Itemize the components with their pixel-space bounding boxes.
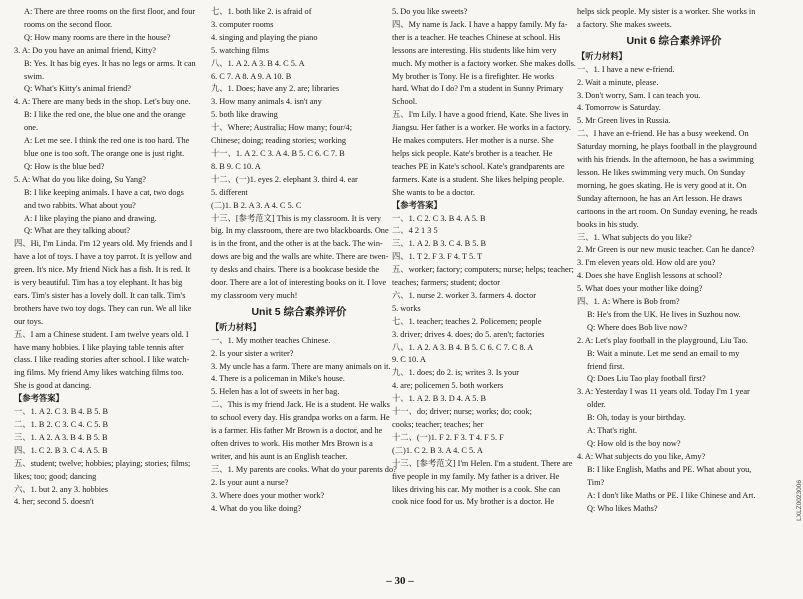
text-line: 3. A: Yesterday I was 11 years old. Today I'm 1 year	[577, 387, 750, 397]
column-3	[392, 6, 576, 572]
column-1	[14, 6, 206, 572]
text-line: 十二、(一)1. eyes 2. elephant 3. third 4. ear	[211, 174, 358, 184]
text-line: 4. A: What subjects do you like, Amy?	[577, 451, 706, 461]
text-line: 2. Mr Green is our new music teacher. Can he dance?	[577, 245, 755, 255]
text-line: 4. What do you like doing?	[211, 503, 302, 513]
text-line: lessons are interesting. His students like him very	[392, 45, 557, 55]
unit-heading: Unit 5 综合素养评价	[251, 305, 347, 318]
text-line: likes; too; good; dancing	[14, 471, 97, 481]
text-line: 5. A: What do you like doing, Su Yang?	[14, 174, 146, 184]
text-line: big. In my classroom, there are two blackboards. One	[211, 226, 389, 236]
text-line: with his friends. In the afternoon, he has a swimming	[577, 155, 754, 165]
text-line: is a farmer. His father Mr Brown is a doctor, and he	[211, 426, 383, 436]
text-line: 五、worker; factory; computers; nurse; helps; teacher;	[392, 265, 574, 275]
text-line: much. My mother is a factory worker. She makes dolls.	[392, 58, 576, 68]
text-line: 四、My name is Jack. I have a happy family. My fa-	[392, 19, 568, 29]
text-line: one.	[24, 123, 39, 133]
text-line: 5. watching films	[211, 45, 269, 55]
text-line: cook nice food for us. My brother is a doctor. He	[392, 497, 555, 507]
text-line: 4. There is a policeman in Mike's house.	[211, 374, 345, 384]
text-line: rooms on the second floor.	[24, 19, 113, 29]
text-line: 2. Is your sister a writer?	[211, 348, 294, 358]
section-heading: 【听力材料】	[211, 322, 261, 332]
text-line: 3. My uncle has a farm. There are many animals on it.	[211, 361, 391, 371]
section-heading: 【参考答案】	[14, 394, 64, 404]
text-line: 三、1. A 2. A 3. B 4. B 5. B	[14, 432, 108, 442]
text-line: 五、student; twelve; hobbies; playing; stories; films;	[14, 458, 191, 468]
text-line: 四、Hi, I'm Linda. I'm 12 years old. My friends and I	[14, 239, 193, 249]
text-line: 5. What does your mother like doing?	[577, 284, 703, 294]
text-line: 九、1. does; do 2. is; writes 3. Is your	[392, 368, 519, 378]
text-line: 十、1. A 2. B 3. D 4. A 5. B	[392, 394, 487, 404]
text-line: Saturday morning, he plays football in the playground	[577, 142, 757, 152]
text-line: 五、I am a Chinese student. I am twelve years old. I	[14, 329, 189, 339]
text-line: friend first.	[587, 361, 625, 371]
text-line: writer, and his aunt is an English teacher.	[211, 451, 348, 461]
text-line: Q: How many rooms are there in the house?	[24, 32, 171, 42]
text-line: class. I like reading stories after school. I like watch-	[14, 355, 190, 365]
text-line: 5. different	[211, 187, 248, 197]
text-line: 2. Is your aunt a nurse?	[211, 477, 289, 487]
text-line: Q: Where does Bob live now?	[587, 322, 688, 332]
text-line: farmers. Kate is a student. She likes helping people.	[392, 174, 565, 184]
text-line: helps sick people. Kate's brother is a teacher. He	[392, 148, 553, 158]
text-line: Q: Who likes Maths?	[587, 503, 658, 513]
text-line: He makes computers. Her mother is a nurse. She	[392, 136, 554, 146]
text-line: swim.	[24, 71, 45, 81]
text-line: She is good at dancing.	[14, 381, 92, 391]
text-line: 2. A: Let's play football in the playground, Liu Tao.	[577, 335, 748, 345]
text-line: 5. Mr Green lives in Russia.	[577, 116, 671, 126]
text-line: 3. How many animals 4. isn't any	[211, 97, 322, 107]
text-line: 4. singing and playing the piano	[211, 32, 318, 42]
text-line: 八、1. A 2. A 3. B 4. C 5. A	[211, 58, 305, 68]
page-number: – 30 –	[386, 575, 414, 587]
text-line: 四、1. A: Where is Bob from?	[577, 297, 680, 307]
column-2	[211, 6, 397, 572]
text-line: 8. B 9. C 10. A	[211, 161, 261, 171]
text-line: 八、1. A 2. A 3. B 4. B 5. C 6. C 7. C 8. A	[392, 342, 534, 352]
text-line: 五、I'm Lily. I have a good friend, Kate. She lives in	[392, 110, 569, 120]
text-line: 二、1. B 2. C 3. C 4. C 5. B	[14, 420, 109, 429]
text-line: School.	[392, 97, 418, 107]
text-line: cartoons in the art room. On Sunday evening, he reads	[577, 206, 758, 216]
text-line: is very beautiful. Tim has a toy elephant. It has big	[14, 278, 183, 288]
text-line: 4. are; policemen 5. both workers	[392, 381, 504, 391]
text-line: 4. A: There are many beds in the shop. Let's buy one.	[14, 97, 191, 107]
text-line: 十三、[参考范文] This is my classroom. It is very	[211, 213, 382, 223]
text-line: 2. Wait a minute, please.	[577, 77, 659, 87]
text-line: 4. Does she have English lessons at school?	[577, 271, 723, 281]
text-line: 3. Don't worry, Sam. I can teach you.	[577, 90, 701, 100]
text-line: Q: How old is the boy now?	[587, 439, 681, 448]
text-line: have a lot of toys. I have a toy parrot. It is yellow and	[14, 252, 192, 262]
text-line: and two rabbits. What about you?	[24, 200, 136, 210]
text-line: 七、1. both like 2. is afraid of	[211, 7, 312, 16]
unit-heading: Unit 6 综合素养评价	[626, 34, 722, 47]
text-line: 九、1. Does; have any 2. are; libraries	[211, 84, 340, 94]
text-line: 三、1. My parents are cooks. What do your parents do?	[211, 464, 397, 474]
text-line: 3. I'm eleven years old. How old are you?	[577, 258, 716, 268]
text-line: 十、Where; Australia; How many; four/4;	[211, 123, 353, 133]
text-line: A: I don't like Maths or PE. I like Chinese and Art.	[587, 490, 756, 500]
section-heading: 【听力材料】	[577, 51, 627, 61]
text-line: have many hobbies. I like playing table tennis after	[14, 342, 184, 352]
text-line: 4. Tomorrow is Saturday.	[577, 103, 661, 113]
text-line: helps sick people. My sister is a worker. She works in	[577, 7, 756, 16]
text-line: Tim?	[587, 477, 605, 487]
text-line: 3. Where does your mother work?	[211, 490, 325, 500]
text-line: books in his study.	[577, 219, 639, 229]
text-line: ears. Tim's sister has a lovely doll. It can talk. Tim's	[14, 290, 186, 300]
text-line: 七、1. teacher; teaches 2. Policemen; people	[392, 316, 542, 326]
text-line: dows are big and the walls are white. There are twen-	[211, 252, 389, 262]
text-line: Sunday afternoon, he has an Art lesson. He draws	[577, 193, 742, 203]
text-line: 六、1. but 2. any 3. hobbies	[14, 484, 109, 494]
text-line: 六、1. nurse 2. worker 3. farmers 4. doctor	[392, 290, 537, 300]
text-line: 十一、1. A 2. C 3. A 4. B 5. C 6. C 7. B	[211, 148, 345, 158]
text-line: Q: What are they talking about?	[24, 226, 131, 236]
text-line: five people in my family. My father is a driver. He	[392, 471, 560, 481]
text-line: A: That's right.	[587, 426, 637, 436]
text-line: 十一、do; driver; nurse; works; do; cook;	[392, 407, 532, 417]
text-line: teaches; farmers; student; doctor	[392, 278, 501, 288]
text-line: Q: What's Kitty's animal friend?	[24, 84, 131, 94]
text-line: B: Wait a minute. Let me send an email to my	[587, 348, 740, 358]
text-line: a factory. She makes sweets.	[577, 19, 672, 29]
text-line: B: I like the red one, the blue one and the orange	[24, 110, 186, 120]
text-line: our toys.	[14, 316, 44, 326]
text-line: Q: Does Liu Tao play football first?	[587, 374, 706, 384]
text-line: 一、1. A 2. C 3. B 4. B 5. B	[14, 407, 109, 417]
text-line: My brother is Tony. He is a firefighter. He works	[392, 71, 555, 81]
text-line: Chinese; doing; reading stories; working	[211, 136, 347, 146]
text-line: B: I like English, Maths and PE. What about you,	[587, 464, 752, 474]
side-code: LXLZ0023006	[796, 480, 803, 521]
text-line: B: I like keeping animals. I have a cat, two dogs	[24, 187, 184, 197]
text-line: teaches PE in Kate's school. Kate's grandparents are	[392, 161, 565, 171]
text-line: lesson. He likes swimming very much. On Sunday	[577, 167, 745, 177]
text-line: 6. C 7. A 8. A 9. A 10. B	[211, 71, 292, 81]
text-line: ty desks and chairs. There is a bookcase beside the	[211, 265, 380, 275]
column-4	[577, 6, 771, 572]
text-line: blue one is too soft. The orange one is just right.	[24, 148, 185, 158]
text-line: B: Yes. It has big eyes. It has no legs or arms. It can	[24, 58, 196, 68]
text-line: A: Let me see. I think the red one is too hard. The	[24, 136, 190, 146]
text-line: B: He's from the UK. He lives in Suzhou now.	[587, 309, 741, 319]
text-line: 三、1. A 2. B 3. C 4. B 5. B	[392, 239, 487, 249]
text-line: She wants to be a doctor.	[392, 187, 475, 197]
text-line: 3. computer rooms	[211, 19, 274, 29]
text-line: 四、1. T 2. F 3. F 4. T 5. T	[392, 252, 483, 262]
text-line: (二)1. C 2. B 3. A 4. C 5. A	[392, 445, 483, 455]
text-line: 一、1. C 2. C 3. B 4. A 5. B	[392, 213, 486, 223]
section-heading: 【参考答案】	[392, 200, 442, 210]
text-line: 3. driver; drives 4. does; do 5. aren't; factories	[392, 329, 545, 339]
text-line: cooks; teacher; teaches; her	[392, 420, 484, 429]
text-line: 二、4 2 1 3 5	[392, 226, 438, 236]
text-line: 二、This is my friend Jack. He is a student. He walks	[211, 400, 390, 410]
text-line: brothers have two toy dogs. They can run. We all like	[14, 303, 192, 313]
text-line: 3. A: Do you have an animal friend, Kitty?	[14, 45, 156, 55]
text-line: 四、1. C 2. B 3. C 4. A 5. B	[14, 445, 108, 455]
text-line: often drives to work. His mother Mrs Brown is a	[211, 439, 373, 448]
text-line: Q: How is the blue bed?	[24, 161, 105, 171]
text-line: 三、1. What subjects do you like?	[577, 232, 692, 242]
text-line: 9. C 10. A	[392, 355, 426, 365]
text-line: 4. her; second 5. doesn't	[14, 497, 94, 507]
text-line: 5. Do you like sweets?	[392, 7, 468, 16]
text-line: Jiangsu. Her father is a worker. He works in a factory.	[392, 123, 571, 133]
text-line: ing films. My friend Amy likes watching films too.	[14, 368, 184, 378]
text-line: 二、I have an e-friend. He has a busy weekend. On	[577, 129, 749, 139]
text-line: (二)1. B 2. A 3. A 4. C 5. C	[211, 200, 302, 210]
text-line: to school every day. His grandpa works on a farm. He	[211, 413, 390, 423]
text-line: green. It's nice. My friend Nick has a fish. It is red. It	[14, 265, 191, 275]
text-line: B: Oh, today is your birthday.	[587, 413, 686, 423]
text-line: older.	[587, 400, 606, 410]
text-line: 十三、[参考范文] I'm Helen. I'm a student. There are	[392, 458, 573, 468]
text-line: door. There are a lot of interesting books on it. I love	[211, 278, 387, 288]
text-line: A: There are three rooms on the first floor, and four	[24, 7, 196, 16]
text-line: ther is a teacher. He teaches Chinese at school. His	[392, 32, 561, 42]
text-line: 5. both like drawing	[211, 110, 278, 120]
text-line: likes driving his car. My mother is a cook. She can	[392, 484, 561, 494]
text-line: 5. Helen has a lot of sweets in her bag.	[211, 387, 340, 397]
text-line: my classroom very much!	[211, 290, 298, 300]
text-line: A: I like playing the piano and drawing.	[24, 213, 157, 223]
text-line: is in the front, and the other is at the back. The win-	[211, 239, 383, 249]
text-line: morning, he goes skating. He is very good at it. On	[577, 180, 747, 190]
text-line: hard. What do I do? I'm a student in Sunny Primary	[392, 84, 564, 94]
text-line: 一、1. My mother teaches Chinese.	[211, 335, 331, 345]
text-line: 十二、(一)1. F 2. F 3. T 4. F 5. F	[392, 432, 504, 442]
text-line: 一、1. I have a new e-friend.	[577, 64, 675, 74]
text-line: 5. works	[392, 303, 421, 313]
